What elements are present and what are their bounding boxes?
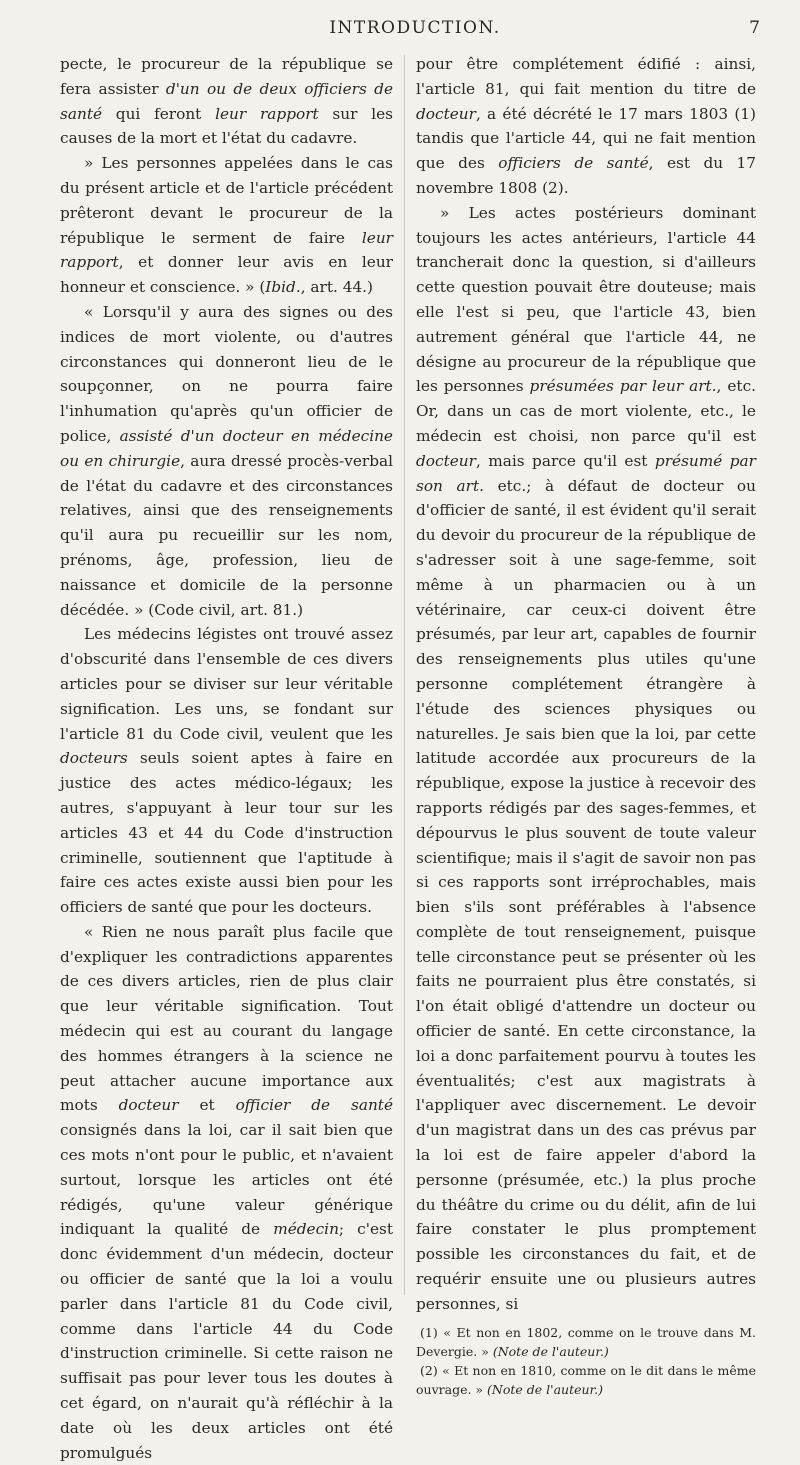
paragraph-code-civil-quote: « Lorsqu'il y aura des signes ou des indices de mort violente, ou d'autres circonstances qui donneront lieu de le soupçonner, on ne pourra faire l'inhumation qu'après qu'un officier de police, assisté d'un docteur en médecine ou en chirurgie, aura dressé procès-verbal de l'état du cadavre et des circonstances relatives, ainsi que des renseignements qu'il aura pu recueillir sur les nom, prénoms, âge, profession, lieu de naissance et domicile de la personne décédée. » (Code civil, art. 81.) (60, 302, 394, 619)
paragraph-dates: pour être complétement édifié : ainsi, l'article 81, qui fait mention du titre de docteur, a été décrété le 17 mars 1803 (1) tandis que l'article 44, qui ne fait mention que des officiers de santé, est du 17 novembre 1808 (2). (416, 55, 756, 197)
paragraph-explanation: « Rien ne nous paraît plus facile que d'expliquer les contradictions apparentes de ces divers articles, rien de plus clair que leur véritable signification. Tout médecin qui est au courant du langage des hommes étrangers à la science ne peut attacher aucune importance aux mots docteur et officier de santé consignés dans la loi, car il sait bien que ces mots n'ont pour le public, et n'avaient surtout, lorsque les articles ont été rédigés, qu'une valeur générique indiquant la qualité de médecin; c'est donc évidemment d'un médecin, docteur ou officier de santé que la loi a voulu parler dans l'article 81 du Code civil, comme dans l'article 44 du Code d'instruction criminelle. Si cette raison ne suffisait pas pour lever tous les doutes à cet égard, on n'aurait qu'à réfléchir à la date où les deux articles ont été promulgués (60, 922, 393, 1462)
paragraph-later-acts: » Les actes postérieurs dominant toujours les actes antérieurs, l'article 44 trancherait donc la question, si d'ailleurs cette question pouvait être douteuse; mais elle l'est si peu, que l'article 43, bien autrement général que l'article 44, ne désigne au procureur de la république que les personnes présumées par leur art., etc. Or, dans un cas de mort violente, etc., le médecin est choisi, non parce qu'il est docteur, mais parce qu'il est présumé par son art. etc.; à défaut de docteur ou d'officier de santé, il est évident qu'il serait du devoir du procureur de la république de s'adresser soit à une sage-femme, soit même à un pharmacien ou à un vétérinaire, car ceux-ci doivent être présumés, par leur art, capables de fournir des renseignements plus utiles qu'une personne complétement étrangère à l'étude des sciences physiques ou naturelles. Je sais bien que la loi, par cette latitude accordée aux procureurs de la république, expose la justice à recevoir des rapports rédigés par des sages-femmes, et dépourvus le plus souvent de toute valeur scientifique; mais il s'agit de savoir non pas si ces rapports sont irréprochables, mais bien s'ils sont préférables à l'absence complète de tout renseignement, puisque telle circonstance peut se présenter où les faits ne pourraient plus être constatés, si l'on était obligé d'attendre un docteur ou officier de santé. En cette circonstance, la loi a donc parfaitement pourvu à toutes les éventualités; c'est aux magistrats à l'appliquer avec discernement. Le devoir d'un magistrat dans un des cas prévus par la loi est de faire appeler d'abord la personne (présumée, etc.) la plus proche du théâtre du crime ou du délit, afin de lui faire constater le plus promptement possible les circonstances du fait, et de requérir ensuite une ou plusieurs autres personnes, si (416, 203, 757, 1313)
paragraph-oath: » Les personnes appelées dans le cas du présent article et de l'article précédent prêteront devant le procureur de la république le serment de faire leur rapport, et donner leur avis en leur honneur et conscience. » (Ibid., art. 44.) (60, 154, 393, 297)
page-number: 7 (749, 18, 760, 38)
column-divider (404, 55, 405, 1295)
paragraph-legists: Les médecins légistes ont trouvé assez d'obscurité dans l'ensemble de ces divers articles pour se diviser sur leur véritable signification. Les uns, se fondant sur l'article 81 du Code civil, veulent que les docteurs seuls soient aptes à faire en justice des actes médico-légaux; les autres, s'appuyant à leur tour sur les articles 43 et 44 du Code d'instruction criminelle, soutiennent que l'aptitude à faire ces actes existe aussi bien pour les officiers de santé que pour les docteurs. (60, 625, 393, 917)
footnote: (1) « Et non en 1802, comme on le trouve dans M. Devergie. » (Note de l'auteur.) (416, 1324, 756, 1359)
left-column (60, 52, 393, 1465)
page-header (60, 18, 770, 46)
paragraph-continuation: pecte, le procureur de la république se fera assister d'un ou de deux officiers de santé qui feront leur rapport sur les causes de la mort et l'état du cadavre. (60, 55, 393, 148)
running-title: INTRODUCTION. (329, 18, 501, 38)
right-column (416, 52, 756, 1399)
footnotes (416, 1323, 756, 1399)
footnote: (2) « Et non en 1810, comme on le dit dans le même ouvrage. » (Note de l'auteur.) (416, 1362, 756, 1397)
